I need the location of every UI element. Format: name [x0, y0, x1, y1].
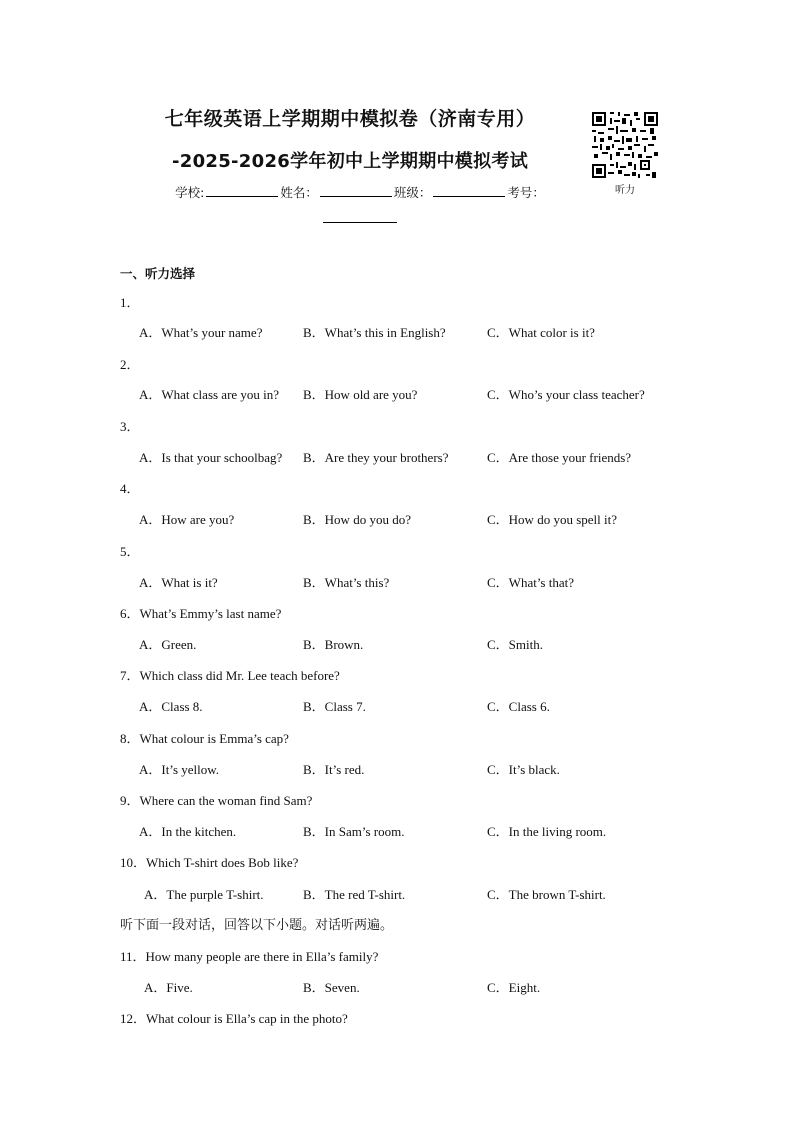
question-stem: 11．How many people are there in Ella’s family?: [120, 949, 379, 964]
options-row: [0, 821, 794, 841]
school-label: 学校:: [175, 185, 205, 200]
question-stem: 9．Where can the woman find Sam?: [120, 793, 313, 808]
option-a[interactable]: A．Is that your schoolbag?: [139, 450, 283, 465]
option-a[interactable]: A．How are you?: [139, 512, 235, 527]
option-b[interactable]: B．Are they your brothers?: [303, 450, 449, 465]
question-stem: 7．Which class did Mr. Lee teach before?: [120, 668, 340, 683]
question-stem: 10．Which T-shirt does Bob like?: [120, 855, 299, 870]
options-row: [0, 447, 794, 467]
option-b[interactable]: B．How do you do?: [303, 512, 411, 527]
question-stem: 3．: [120, 419, 140, 434]
question-stem: 4．: [120, 481, 140, 496]
exam-no-blank[interactable]: [323, 208, 397, 223]
page-subtitle: -2025-2026学年初中上学期期中模拟考试: [171, 151, 529, 172]
option-b[interactable]: B．Class 7.: [303, 699, 366, 714]
option-a[interactable]: A．It’s yellow.: [139, 762, 220, 777]
options-row: [0, 696, 794, 716]
option-b[interactable]: B．It’s red.: [303, 762, 365, 777]
class-blank[interactable]: [433, 182, 505, 197]
name-label: 姓名：: [280, 185, 318, 200]
option-b[interactable]: B．Brown.: [303, 637, 364, 652]
option-c[interactable]: C．Smith.: [487, 637, 543, 652]
question-stem: 12．What colour is Ella’s cap in the photo?: [120, 1011, 348, 1026]
options-row: [0, 322, 794, 342]
option-c[interactable]: C．Who’s your class teacher?: [487, 387, 645, 402]
option-a[interactable]: A．Green.: [139, 637, 197, 652]
options-row: [0, 977, 794, 997]
option-c[interactable]: C．Are those your friends?: [487, 450, 632, 465]
option-b[interactable]: B．Seven.: [303, 980, 360, 995]
question-stem: 8．What colour is Emma’s cap?: [120, 731, 289, 746]
options-row: [0, 759, 794, 779]
options-row: [0, 634, 794, 654]
option-c[interactable]: C．How do you spell it?: [487, 512, 617, 527]
option-c[interactable]: C．In the living room.: [487, 824, 607, 839]
qr-code-icon: [592, 112, 658, 178]
option-a[interactable]: A．Class 8.: [139, 699, 203, 714]
option-c[interactable]: C．What color is it?: [487, 325, 595, 340]
option-c[interactable]: C．Class 6.: [487, 699, 550, 714]
school-blank[interactable]: [206, 182, 278, 197]
student-info: [120, 180, 600, 232]
name-blank[interactable]: [320, 182, 392, 197]
options-row: [0, 509, 794, 529]
option-c[interactable]: C．The brown T-shirt.: [487, 887, 606, 902]
option-b[interactable]: B．What’s this in English?: [303, 325, 446, 340]
question-stem: 6．What’s Emmy’s last name?: [120, 606, 282, 621]
options-row: [0, 384, 794, 404]
option-b[interactable]: B．The red T-shirt.: [303, 887, 406, 902]
options-row: [0, 572, 794, 592]
option-a[interactable]: A．What’s your name?: [139, 325, 263, 340]
question-stem: 2．: [120, 357, 140, 372]
exam-no-label: 考号：: [507, 185, 545, 200]
question-stem: 1．: [120, 295, 140, 310]
options-row: [0, 884, 794, 904]
class-label: 班级：: [393, 185, 432, 200]
option-a[interactable]: A．What is it?: [139, 575, 218, 590]
option-b[interactable]: B．How old are you?: [303, 387, 418, 402]
dialogue-instruction: 听下面一段对话，回答以下小题。对话听两遍。: [120, 918, 394, 933]
section-title: 一、听力选择: [120, 266, 196, 281]
page-title: 七年级英语上学期期中模拟卷（济南专用）: [164, 108, 536, 130]
option-b[interactable]: B．In Sam’s room.: [303, 824, 405, 839]
option-b[interactable]: B．What’s this?: [303, 575, 390, 590]
option-a[interactable]: A．Five.: [144, 980, 193, 995]
question-stem: 5．: [120, 544, 140, 559]
option-c[interactable]: C．It’s black.: [487, 762, 560, 777]
option-a[interactable]: A．The purple T-shirt.: [144, 887, 264, 902]
option-c[interactable]: C．What’s that?: [487, 575, 575, 590]
qr-caption: 听力: [615, 185, 635, 196]
option-c[interactable]: C．Eight.: [487, 980, 541, 995]
option-a[interactable]: A．In the kitchen.: [139, 824, 237, 839]
option-a[interactable]: A．What class are you in?: [139, 387, 280, 402]
